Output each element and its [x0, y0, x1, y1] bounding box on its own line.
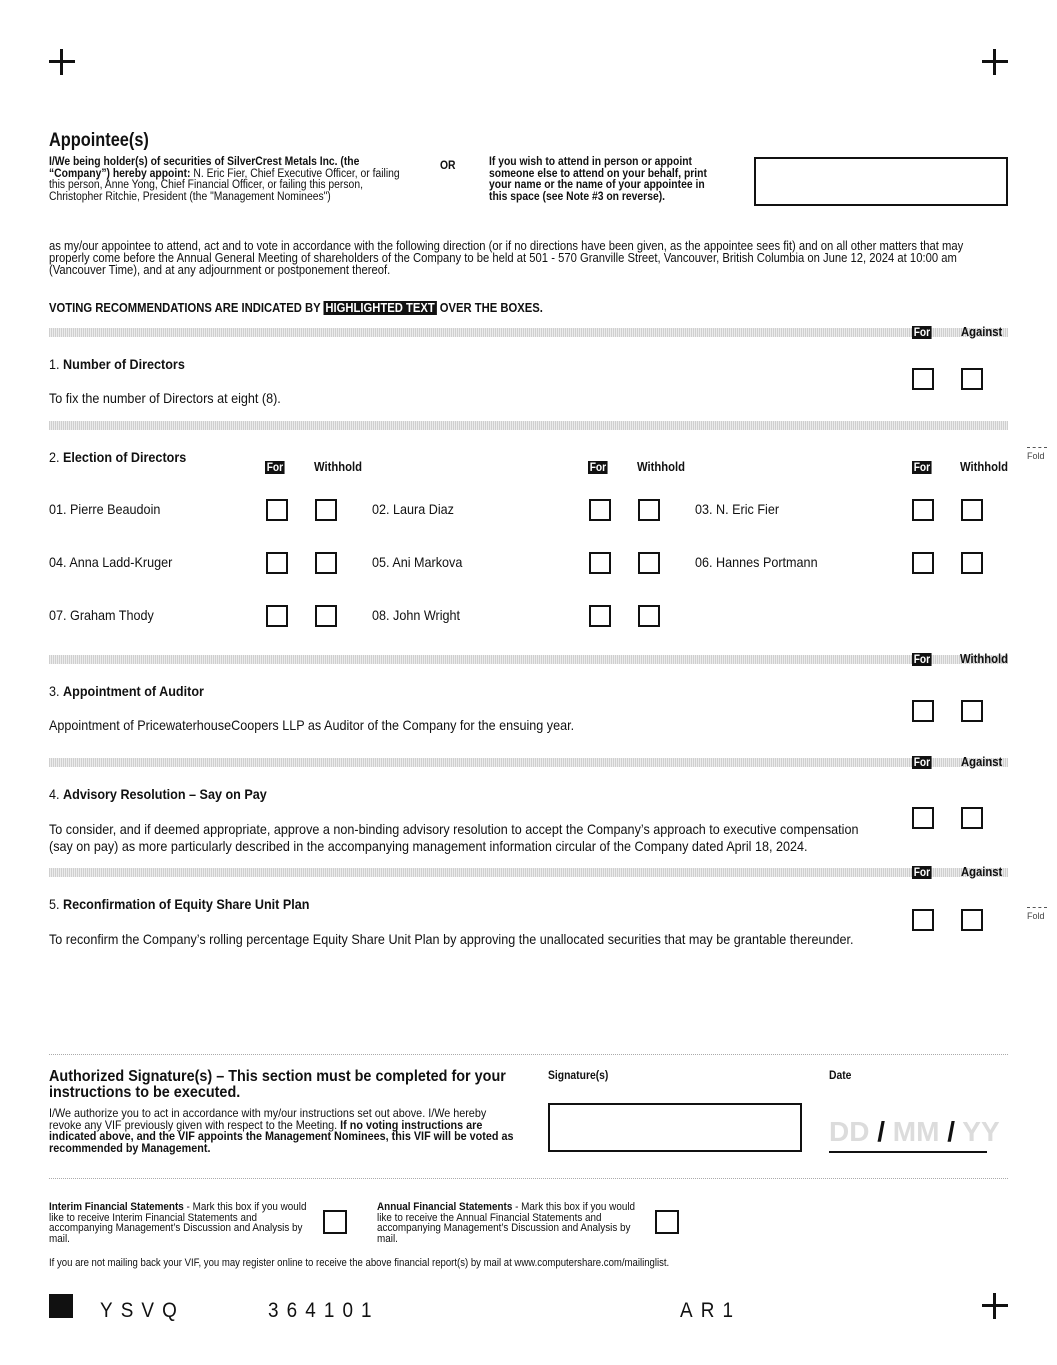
item4-heading	[49, 786, 267, 802]
item4-description-line2: (say on pay) as more particularly described in the accompanying management information circular of the Company dated April 18, 2024.	[49, 838, 808, 854]
director-03-withhold-checkbox[interactable]	[961, 499, 983, 521]
footer-code-3: AR1	[680, 1299, 742, 1322]
item1-title: Number of Directors	[63, 356, 185, 372]
director-name: 07. Graham Thody	[49, 607, 154, 623]
registration-mark-top-left	[49, 49, 75, 75]
fold-mark-2: Fold	[1027, 911, 1045, 921]
director-name: 02. Laura Diaz	[372, 501, 454, 517]
col1-withhold-header: Withhold	[314, 460, 363, 474]
item3-for-checkbox[interactable]	[912, 700, 934, 722]
col1-for-header: For	[266, 460, 284, 474]
item4-description-line1: To consider, and if deemed appropriate, approve a non-binding advisory resolution to accept the Company’s approach to executive compensation	[49, 821, 859, 837]
annual-statements-bold: Annual Financial Statements	[377, 1201, 513, 1213]
director-name: 04. Anna Ladd-Kruger	[49, 554, 173, 570]
annual-statements-text	[377, 1202, 638, 1244]
item1-heading	[49, 356, 185, 372]
item1-against-checkbox[interactable]	[961, 368, 983, 390]
director-07-withhold-checkbox[interactable]	[315, 605, 337, 627]
item5-against-checkbox[interactable]	[961, 909, 983, 931]
signature-label: Signature(s)	[548, 1070, 609, 1082]
interim-statements-rest: - Mark this box if you would like to receive Interim Financial Statements and accompanying Management’s Discussion and Analysis by mail.	[49, 1201, 307, 1245]
item2-title: Election of Directors	[63, 449, 187, 465]
appointee-name-field[interactable]	[754, 157, 1008, 206]
voting-note-highlight: HIGHLIGHTED TEXT	[325, 301, 435, 315]
director-01-for-checkbox[interactable]	[266, 499, 288, 521]
item3-description: Appointment of PricewaterhouseCoopers LLP as Auditor of the Company for the ensuing year.	[49, 717, 575, 733]
item2-number: 2.	[49, 449, 60, 465]
interim-statements-text	[49, 1202, 310, 1244]
date-mm: MM	[892, 1116, 940, 1147]
item4-for-checkbox[interactable]	[912, 807, 934, 829]
col3-withhold-header: Withhold	[960, 460, 1009, 474]
voting-note-after: OVER THE BOXES.	[439, 301, 543, 315]
item1-against-header: Against	[961, 325, 1003, 339]
annual-statements-rest: - Mark this box if you would like to receive the Annual Financial Statements and accompanying Management’s Discussion and Analysis by mail.	[377, 1201, 636, 1245]
item4-against-header: Against	[961, 755, 1003, 769]
director-name: 01. Pierre Beaudoin	[49, 501, 161, 517]
item1-for-checkbox[interactable]	[912, 368, 934, 390]
item3-for-header: For	[913, 652, 931, 666]
director-05-withhold-checkbox[interactable]	[638, 552, 660, 574]
signature-body	[49, 1108, 522, 1154]
item5-number: 5.	[49, 896, 60, 912]
item4-title: Advisory Resolution – Say on Pay	[63, 786, 267, 802]
director-name: 08. John Wright	[372, 607, 461, 623]
appointees-title: Appointee(s)	[49, 130, 149, 151]
appointees-right-text: If you wish to attend in person or appoint someone else to attend on your behalf, print your name or the name of your appointee in this space (see Note #3 on reverse).	[489, 156, 707, 203]
section-band-3	[49, 652, 1008, 666]
annual-statements-checkbox[interactable]	[655, 1210, 679, 1234]
director-01-withhold-checkbox[interactable]	[315, 499, 337, 521]
director-08-withhold-checkbox[interactable]	[638, 605, 660, 627]
fold-mark-1: Fold	[1027, 451, 1045, 461]
online-registration-text: If you are not mailing back your VIF, you may register online to receive the above financial report(s) by mail at www.computershare.com/mailinglist.	[49, 1257, 670, 1269]
date-field[interactable]	[829, 1115, 1000, 1153]
col2-withhold-header: Withhold	[637, 460, 686, 474]
footer-code-1: YSVQ	[100, 1299, 185, 1322]
director-04-withhold-checkbox[interactable]	[315, 552, 337, 574]
director-08-for-checkbox[interactable]	[589, 605, 611, 627]
footer-code-2: 364101	[268, 1299, 380, 1322]
section-band-4	[49, 755, 1008, 769]
section-band-5	[49, 865, 1008, 879]
director-07-for-checkbox[interactable]	[266, 605, 288, 627]
item5-description: To reconfirm the Company’s rolling percentage Equity Share Unit Plan by approving the unallocated securities that may be grantable thereunder.	[49, 931, 854, 947]
col2-for-header: For	[589, 460, 607, 474]
item5-for-checkbox[interactable]	[912, 909, 934, 931]
item5-heading	[49, 896, 309, 912]
appointees-direction: as my/our appointee to attend, act and to vote in accordance with the following direction (or if no directions have been given, as the appointee sees fit) and on all other matters that may properly come before the Annual General Meeting of shareholders of the Company to be held at 501 - 570 Granville Street, Vancouver, British Columbia on June 12, 2024 at 10:00 am (Vancouver Time), and at any adjournment or postponement thereof.	[49, 239, 964, 277]
item3-number: 3.	[49, 683, 60, 699]
director-02-withhold-checkbox[interactable]	[638, 499, 660, 521]
date-dd: DD	[829, 1116, 870, 1147]
interim-statements-checkbox[interactable]	[323, 1210, 347, 1234]
date-yy: YY	[962, 1116, 1000, 1147]
item1-description: To fix the number of Directors at eight (8).	[49, 390, 281, 406]
item3-heading	[49, 683, 204, 699]
item3-title: Appointment of Auditor	[63, 683, 204, 699]
item4-number: 4.	[49, 786, 60, 802]
signature-divider-top	[49, 1054, 1008, 1055]
date-slash-2: /	[947, 1116, 956, 1147]
director-name: 05. Ani Markova	[372, 554, 463, 570]
appointees-left-text	[49, 157, 414, 203]
signature-divider-bottom	[49, 1178, 1008, 1179]
item4-against-checkbox[interactable]	[961, 807, 983, 829]
director-name: 03. N. Eric Fier	[695, 501, 780, 517]
signature-field[interactable]	[548, 1103, 802, 1152]
voting-note-before: VOTING RECOMMENDATIONS ARE INDICATED BY	[49, 301, 321, 315]
item5-for-header: For	[913, 865, 931, 879]
director-06-withhold-checkbox[interactable]	[961, 552, 983, 574]
registration-mark-top-right	[982, 49, 1008, 75]
item1-number: 1.	[49, 356, 60, 372]
date-label: Date	[829, 1070, 852, 1082]
date-slash-1: /	[877, 1116, 886, 1147]
appointees-left-bold: I/We being holder(s) of securities of SilverCrest Metals Inc. (the “Company”) hereby appoint:	[49, 156, 360, 180]
director-02-for-checkbox[interactable]	[589, 499, 611, 521]
director-04-for-checkbox[interactable]	[266, 552, 288, 574]
director-05-for-checkbox[interactable]	[589, 552, 611, 574]
signature-title: Authorized Signature(s) – This section must be completed for your instructions to be executed.	[49, 1068, 506, 1101]
item5-title: Reconfirmation of Equity Share Unit Plan	[63, 896, 310, 912]
section-band-2	[49, 421, 1008, 430]
director-06-for-checkbox[interactable]	[912, 552, 934, 574]
black-square-mark	[49, 1294, 73, 1318]
item3-withhold-checkbox[interactable]	[961, 700, 983, 722]
registration-mark-bottom-right	[982, 1293, 1008, 1319]
item4-for-header: For	[913, 755, 931, 769]
col3-for-header: For	[913, 460, 931, 474]
director-name: 06. Hannes Portmann	[695, 554, 818, 570]
interim-statements-bold: Interim Financial Statements	[49, 1201, 184, 1213]
item3-withhold-header: Withhold	[960, 652, 1009, 666]
signature-body-bold: If no voting instructions are indicated above, and the VIF appoints the Management Nominees, this VIF will be voted as recommended by Management.	[49, 1117, 514, 1155]
appointees-left-rest: N. Eric Fier, Chief Executive Officer, or failing this person, Anne Yong, Chief Financial Officer, or failing this person, Christopher Ritchie, President (the "Management Nominees")	[49, 167, 400, 203]
signature-body-normal: I/We authorize you to act in accordance with my/our instructions set out above. I/We hereby revoke any VIF previously given with respect to the Meeting.	[49, 1106, 487, 1132]
section-band-1	[49, 325, 1008, 339]
or-label: OR	[440, 160, 456, 172]
voting-recommendations-note	[49, 301, 543, 315]
item1-for-header: For	[913, 325, 931, 339]
item2-heading	[49, 449, 186, 465]
item5-against-header: Against	[961, 865, 1003, 879]
director-03-for-checkbox[interactable]	[912, 499, 934, 521]
